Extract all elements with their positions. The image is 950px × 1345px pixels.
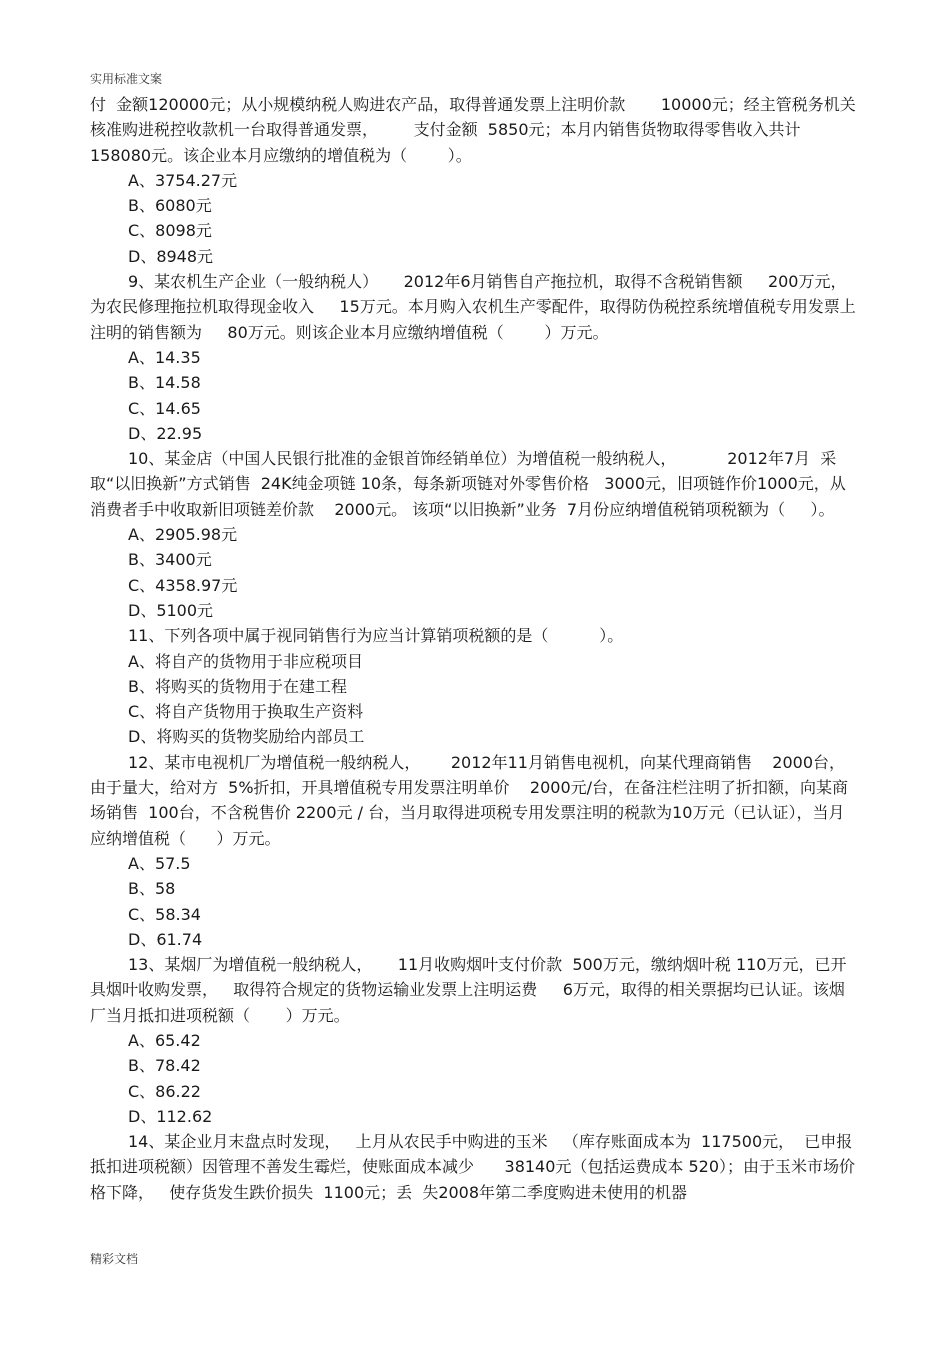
option-c: C、8098元: [128, 221, 212, 241]
option-c: C、86.22: [128, 1081, 201, 1101]
option-a: A、3754.27元: [128, 170, 238, 190]
option-d: D、8948元: [128, 246, 214, 266]
option-a: A、57.5: [128, 853, 191, 873]
question-13: 13、某烟厂为增值税一般纳税人， 11月收购烟叶支付价款 500万元，缴纳烟叶税 110万元，已开具烟叶收购发票， 取得符合规定的货物运输业发票上注明运费 6万元，取得的相关票据均已认证。该烟厂当月抵扣进项税额（ ）万元。: [90, 955, 847, 1025]
option-b: B、将购买的货物用于在建工程: [128, 676, 347, 696]
question-10: 10、某金店（中国人民银行批准的金银首饰经销单位）为增值税一般纳税人， 2012年7月 采取“以旧换新”方式销售 24K纯金项链 10条，每条新项链对外零售价格 3000元，旧项链作价1000元，从消费者手中收取新旧项链差价款 2000元。 该项“以旧换新”业务 7月份应纳增值税销项税额为（ ）。: [90, 449, 846, 519]
option-c: C、将自产货物用于换取生产资料: [128, 702, 364, 722]
option-c: C、14.65: [128, 398, 201, 418]
question-11: 11、下列各项中属于视同销售行为应当计算销项税额的是（ ）。: [128, 626, 624, 646]
question-12: 12、某市电视机厂为增值税一般纳税人， 2012年11月销售电视机，向某代理商销售 2000台，由于量大，给对方 5%折扣，开具增值税专用发票注明单价 2000元/台，在备注栏注明了折扣额，向某商场销售 100台，不含税售价 2200元 / 台，当月取得进项税专用发票注明的税款为10万元（已认证），当月应纳增值税（ ）万元。: [90, 752, 849, 848]
option-a: A、将自产的货物用于非应税项目: [128, 651, 363, 671]
option-d: D、61.74: [128, 929, 203, 949]
question-14: 14、某企业月末盘点时发现， 上月从农民手中购进的玉米 （库存账面成本为 117500元， 已申报抵扣进项税额）因管理不善发生霉烂，使账面成本减少 38140元（包括运费成本 520）；由于玉米市场价格下降， 使存货发生跌价损失 1100元；丢 失2008年第二季度购进未使用的机器: [90, 1132, 856, 1202]
option-b: B、6080元: [128, 196, 212, 216]
option-d: D、将购买的货物奖励给内部员工: [128, 727, 365, 747]
option-d: D、112.62: [128, 1106, 213, 1126]
page-footer: 精彩文档: [90, 1252, 139, 1266]
option-c: C、58.34: [128, 904, 201, 924]
option-d: D、22.95: [128, 423, 203, 443]
question-continuation-text: 付 金额120000元；从小规模纳税人购进农产品，取得普通发票上注明价款 10000元；经主管税务机关核准购进税控收款机一台取得普通发票， 支付金额 5850元；本月内销售货物取得零售收入共计 158080元。该企业本月应缴纳的增值税为（ ）。: [90, 95, 856, 165]
page-header: 实用标准文案: [90, 72, 163, 86]
option-c: C、4358.97元: [128, 575, 238, 595]
option-a: A、65.42: [128, 1030, 201, 1050]
option-d: D、5100元: [128, 600, 214, 620]
option-a: A、14.35: [128, 347, 201, 367]
question-9: 9、某农机生产企业（一般纳税人） 2012年6月销售自产拖拉机，取得不含税销售额 200万元，为农民修理拖拉机取得现金收入 15万元。本月购入农机生产零配件，取得防伪税控系统增值税专用发票上注明的销售额为 80万元。则该企业本月应缴纳增值税（ ）万元。: [90, 272, 856, 342]
option-b: B、58: [128, 879, 176, 899]
option-a: A、2905.98元: [128, 525, 238, 545]
option-b: B、14.58: [128, 373, 201, 393]
document-body: [90, 92, 860, 1205]
option-b: B、78.42: [128, 1056, 201, 1076]
option-b: B、3400元: [128, 550, 212, 570]
